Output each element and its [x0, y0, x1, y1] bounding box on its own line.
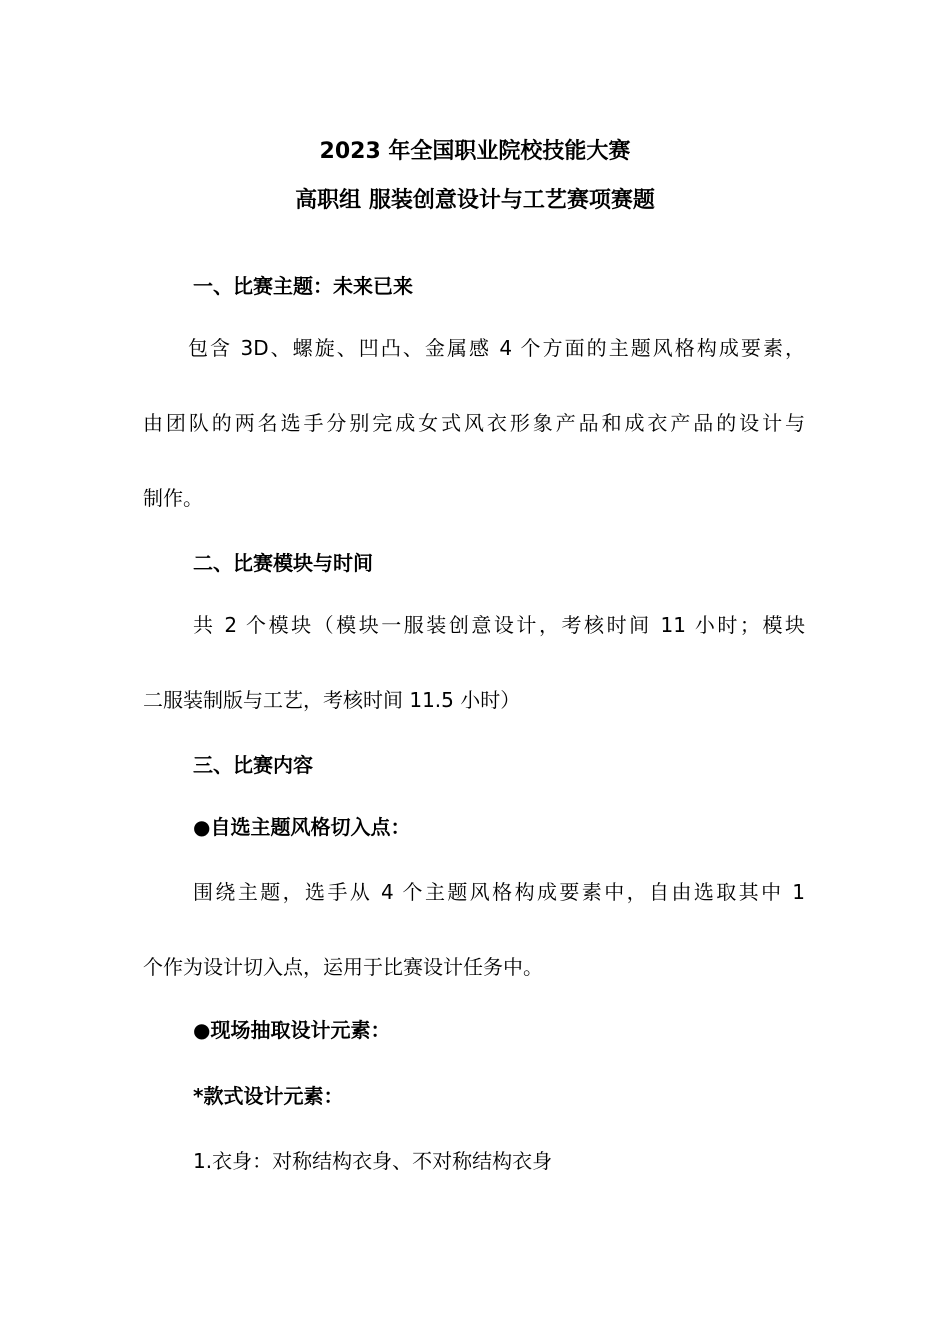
- bullet1-paragraph-line1: 围绕主题，选手从 4 个主题风格构成要素中，自由选取其中 1: [193, 880, 805, 904]
- section3-heading: 三、比赛内容: [193, 753, 313, 777]
- bullet1-paragraph-line2: 个作为设计切入点，运用于比赛设计任务中。: [143, 955, 543, 979]
- document-title-line2: 高职组 服装创意设计与工艺赛项赛题: [295, 188, 655, 213]
- style-elements-subheading: *款式设计元素：: [193, 1084, 344, 1108]
- bullet1-heading: ●自选主题风格切入点：: [193, 815, 411, 839]
- section2-heading: 二、比赛模块与时间: [193, 551, 373, 575]
- section1-paragraph-line1: 包含 3D、螺旋、凹凸、金属感 4 个方面的主题风格构成要素，: [188, 336, 805, 360]
- list-item-body: 1.衣身：对称结构衣身、不对称结构衣身: [193, 1149, 553, 1173]
- section2-paragraph-line2: 二服装制版与工艺，考核时间 11.5 小时）: [143, 688, 521, 712]
- section1-paragraph-line3: 制作。: [143, 486, 203, 510]
- section2-paragraph-line1: 共 2 个模块（模块一服装创意设计，考核时间 11 小时；模块: [193, 613, 805, 637]
- section1-paragraph-line2: 由团队的两名选手分别完成女式风衣形象产品和成衣产品的设计与: [143, 411, 805, 435]
- document-title-line1: 2023 年全国职业院校技能大赛: [319, 139, 631, 164]
- bullet2-heading: ●现场抽取设计元素：: [193, 1018, 391, 1042]
- section1-heading: 一、比赛主题：未来已来: [193, 274, 413, 298]
